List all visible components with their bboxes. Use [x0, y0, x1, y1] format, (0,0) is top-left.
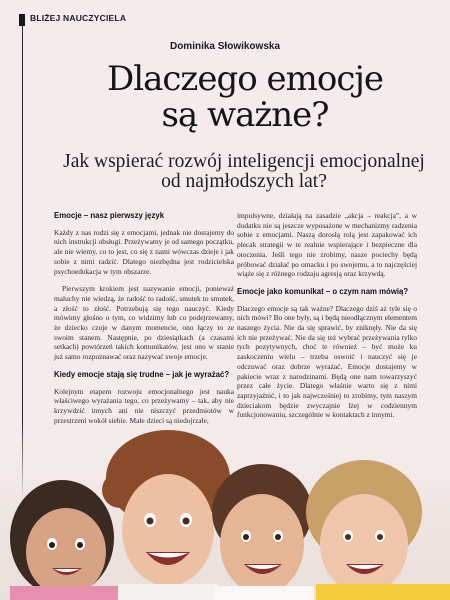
article-subtitle — [50, 152, 438, 192]
title-line-2: są ważne? — [161, 95, 329, 135]
right-column — [237, 211, 417, 428]
section-label: BLIŻEJ NAUCZYCIELA — [30, 13, 127, 23]
paragraph: impulsywne, działają na zasadzie „akcja – reakcja”, a w dodatku nie są jeszcze wyposażone w mechanizmy radzenia sobie z emocjami. Naszą dorosłą rolą jest zapakować ich plecak strategii w te realnie wspierające i bezpieczne dla otoczenia. Jeśli tego nie zrobimy, nasze pociechy będą próbować działać po omacku i po swojemu, a to najczęściej wiąże się z różnego rodzaju agresją oraz krzywdą. — [237, 211, 417, 279]
paragraph: Każdy z nas rodzi się z emocjami, jednak nie dostajemy do nich instrukcji obsługi. Przeżywamy je od samego początku, ale nie wiemy, co to jest, co się z nami wówczas dzieje i jak sobie z nimi radzić. Dlatego niezbędna jest rodzicielska psychoedukacja w tym obszarze. — [54, 227, 234, 276]
section-heading: Emocje jako komunikat – o czym nam mówią? — [237, 286, 409, 296]
section-heading: Emocje – nasz pierwszy język — [54, 211, 165, 220]
section-marker — [19, 14, 25, 26]
subtitle-line-2: od najmłodszych lat? — [161, 171, 327, 192]
article-title — [60, 61, 430, 133]
left-column — [54, 211, 234, 433]
paragraph: Dlaczego emocje są tak ważne? Dlaczego dziś aż tyle się o nich mówi? Bo one były, są i będą nieodłącznym elementem naszego życia. Nie da się sprawić, by zniknęły. Nie da się ich nie przeżywać. Nie da się też wybrać przeżywania tylko tych pozytywnych, choć te również – być może ku zaskoczeniu wielu – trzeba oswoić i nauczyć się je odczuwać oraz dobrze wyrażać. Emocje dostajemy w pakiecie wraz z narodzinami. Będą one nam towarzyszyć przez całe życie. Dlatego właśnie warto się z nimi zaprzyjaźnić, i to jak najwcześniej to zrobimy, tym naszym dzieciakom będzie zwyczajnie lżej w codziennym funkcjonowaniu, szczególnie w kontaktach z innymi. — [237, 303, 417, 420]
section-heading: Kiedy emocje stają się trudne – jak je wyrażać? — [54, 369, 230, 379]
children-photo-illustration — [0, 420, 450, 600]
paragraph: Kolejnym etapem rozwoju emocjonalnego jest nauka właściwego wyrażania tego, co przeżywamy – tak, aby nie krzywdzić innych ani nie niszczyć przedmiotów w — [54, 386, 234, 415]
title-line-1: Dlaczego emocje — [106, 59, 384, 99]
subtitle-line-1: Jak wspierać rozwój inteligencji emocjonalnej — [63, 151, 425, 172]
author-name: Dominika Słowikowska — [169, 41, 281, 52]
paragraph: Pierwszym krokiem jest nazywanie emocji, ponieważ maluchy nie wiedzą, że radość to radość, smutek to smutek, a złość to złość. Potrzebują się tego nauczyć. Kiedy mówimy głośno o tym, co widzimy lub co podejrzewamy, że dziecko czuje w danym momencie, ono łączy to ze swoim stanem. Następnie, po dziesiątkach (a czasami setkach) powtórzeń takich komunikatów, jest ono w stanie już samo rozpoznawać oraz nazywać swoje emocje. — [54, 284, 234, 362]
children-photo — [0, 420, 450, 600]
